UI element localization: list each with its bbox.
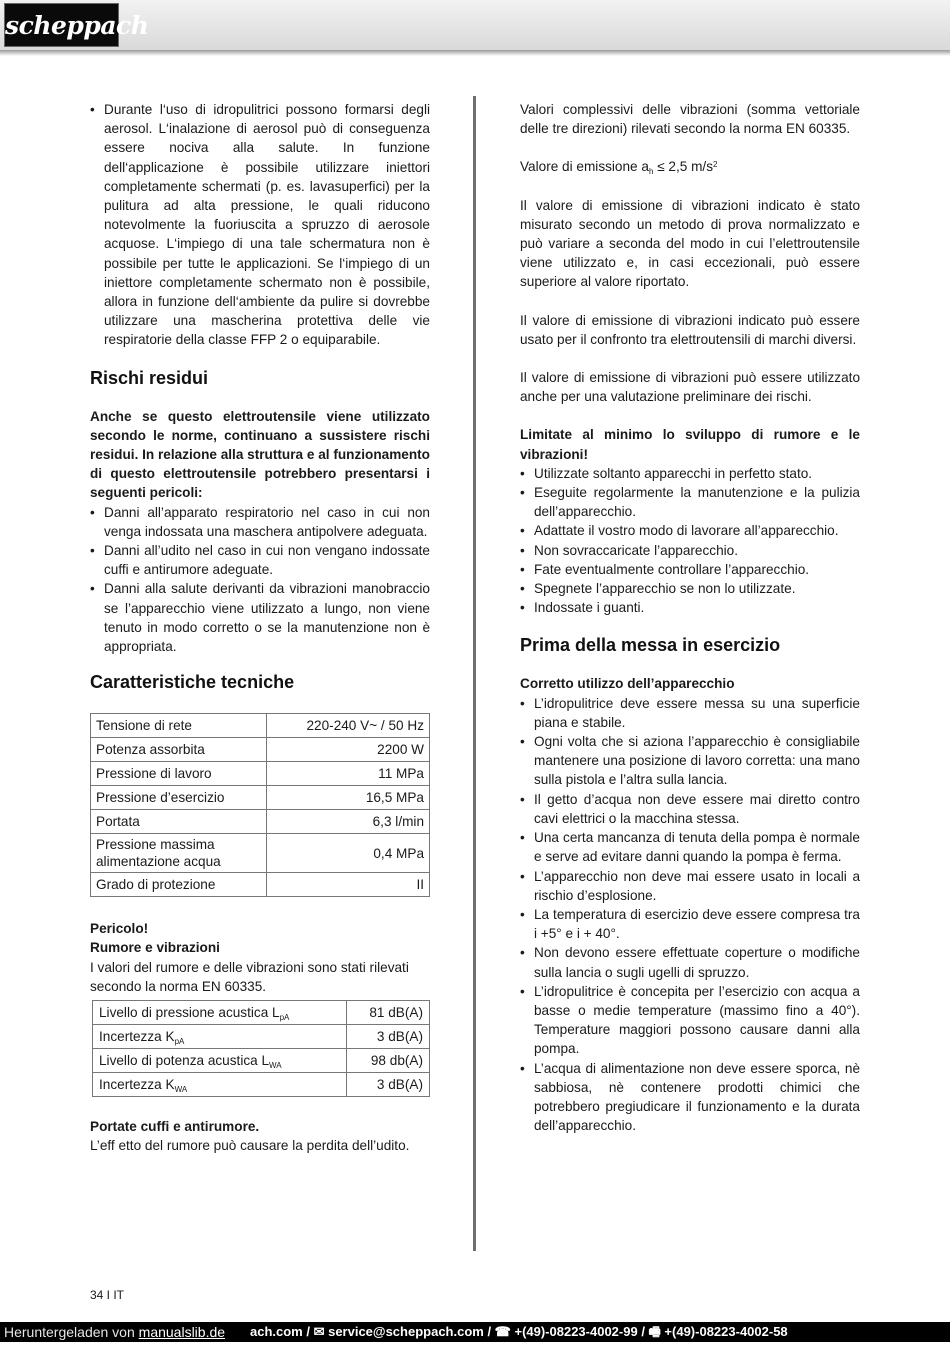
manualslib-link[interactable]: manualslib.de <box>138 1324 226 1340</box>
correct-use-heading: Corretto utilizzo dell’apparecchio <box>520 676 735 692</box>
spec-value: 2200 W <box>267 738 430 762</box>
table-row <box>91 762 430 786</box>
residual-risks-intro: Anche se questo elettroutensile viene utilizzato secondo le norme, continuano a sussistere rischi residui. In relazione alla struttura e al funzionamento di questo elettroutensile potrebbero presentarsi i seguenti pericoli: <box>90 408 430 501</box>
spec-label: Portata <box>91 810 267 834</box>
spec-label: Pressione massima alimentazione acqua <box>91 834 267 873</box>
noise-label: Livello di pressione acustica $L_{pA}$ <box>93 1001 347 1025</box>
residual-risks-heading: Rischi residui <box>90 367 209 388</box>
spec-label: Potenza assorbita <box>91 738 267 762</box>
noise-table <box>92 1000 430 1097</box>
table-row <box>93 1001 430 1025</box>
page-header <box>0 0 950 51</box>
list-item: • L’idropulitrice deve essere messa su una superficie piana e stabile. <box>520 694 860 732</box>
list-item: • Non sovraccaricate l’apparecchio. <box>520 541 860 560</box>
spec-value: 220-240 V~ / 50 Hz <box>267 714 430 738</box>
noise-value: 3 dB(A) <box>346 1073 429 1097</box>
table-row <box>91 738 430 762</box>
list-item: • Danni alla salute derivanti da vibrazioni manobraccio se l’apparecchio viene utilizzato a lungo, non viene tenuto in modo corretto o se la manutenzione non è appropriata. <box>90 579 430 656</box>
vibration-paragraph: Il valore di emissione di vibrazioni indicato è stato misurato secondo un metodo di prova normalizzato e può variare a seconda del modo in cui l’elettroutensile viene utilizzato e, in casi eccezionali, può essere superiore al valore riportato. <box>520 197 860 290</box>
list-item: • Non devono essere effettuate coperture o modifiche sulla lancia o sugli ugelli di spruzzo. <box>520 943 860 981</box>
list-item: • L’acqua di alimentazione non deve essere sporca, nè sabbiosa, nè contenere prodotti chimici che potrebbero pregiudicare il funzionamento e la durata dell’apparecchio. <box>520 1059 860 1136</box>
ear-protection-heading: Portate cuffi e antirumore. <box>90 1119 260 1135</box>
brand-logo: scheppach <box>4 3 119 47</box>
list-item: • L’idropulitrice è concepita per l’esercizio con acqua a basse o medie temperature (massimo fino a 40°). Temperature maggiori possono causare danni alla pompa. <box>520 982 860 1059</box>
spec-value: II <box>267 873 430 897</box>
noise-value: 81 dB(A) <box>346 1001 429 1025</box>
intro-bullet: • Durante l‘uso di idropulitrici possono formarsi degli aerosol. L‘inalazione di aerosol può di conseguenza essere nociva alla salute. In funzione dell‘applicazione è possibile utilizzare iniettori completamente schermati (p. es. lavasuperfici) per la pulitura ad alta pressione, le quali riducono notevolmente la fuoriuscita a spruzzo di aerosole acquose. L‘impiego di una tale schermatura non è possibile per tutte le applicazioni. Se l‘impiego di un iniettore completamente schermato non è possibile, allora in funzione dell‘ambiente da pulire si dovrebbe utilizzare una mascherina protettiva delle vie respiratorie della classe FFP 2 o equiparabile. <box>90 100 430 350</box>
header-shadow <box>0 50 950 56</box>
intro-list <box>90 100 430 350</box>
table-row <box>91 714 430 738</box>
danger-label: Pericolo! <box>90 921 149 937</box>
left-column <box>90 100 430 1156</box>
vibration-paragraph: Il valore di emissione di vibrazioni indicato può essere usato per il confronto tra elettroutensili di marchi diversi. <box>520 312 860 347</box>
table-row <box>93 1073 430 1097</box>
noise-text: I valori del rumore e delle vibrazioni sono stati rilevati secondo la norma EN 60335. <box>90 959 409 994</box>
column-divider <box>473 96 476 1251</box>
spec-label: Pressione di lavoro <box>91 762 267 786</box>
limit-vibration-heading: Limitate al minimo lo sviluppo di rumore e le vibrazioni! <box>520 427 860 462</box>
table-row <box>91 873 430 897</box>
spec-label: Tensione di rete <box>91 714 267 738</box>
spec-value: 11 MPa <box>267 762 430 786</box>
noise-label: Livello di potenza acustica $L_{WA}$ <box>93 1049 347 1073</box>
downloaded-label: Heruntergeladen von <box>4 1324 135 1340</box>
list-item: • Adattate il vostro modo di lavorare all’apparecchio. <box>520 521 860 540</box>
noise-value: 98 db(A) <box>346 1049 429 1073</box>
table-row <box>91 834 430 873</box>
page-number: 34 I IT <box>90 1288 125 1302</box>
noise-label: Incertezza $K_{WA}$ <box>93 1073 347 1097</box>
residual-risks-list <box>90 503 430 657</box>
spec-value: 6,3 l/min <box>267 810 430 834</box>
list-item: • Danni all’udito nel caso in cui non vengano indossate cuffi e antirumore adeguate. <box>90 541 430 579</box>
list-item: • Utilizzate soltanto apparecchi in perfetto stato. <box>520 464 860 483</box>
list-item: • Il getto d’acqua non deve essere mai diretto contro cavi elettrici o la macchina stessa. <box>520 790 860 828</box>
list-item: • Eseguite regolarmente la manutenzione e la pulizia dell’apparecchio. <box>520 483 860 521</box>
list-item: • Una certa mancanza di tenuta della pompa è normale e serve ad evitare danni quando la pompa è ferma. <box>520 828 860 866</box>
table-row <box>93 1049 430 1073</box>
spec-label: Grado di protezione <box>91 873 267 897</box>
list-item: • La temperatura di esercizio deve essere compresa tra i +5° e i + 40°. <box>520 905 860 943</box>
tech-specs-heading: Caratteristiche tecniche <box>90 672 295 693</box>
downloaded-from <box>4 1322 225 1342</box>
right-column <box>520 100 860 1135</box>
download-footer <box>0 1322 950 1342</box>
table-row <box>91 786 430 810</box>
limit-vibration-list <box>520 464 860 618</box>
correct-use-list <box>520 694 860 1136</box>
ear-protection-text: L’eff etto del rumore può causare la perdita dell’udito. <box>90 1138 410 1154</box>
list-item: • Spegnete l’apparecchio se non lo utilizzate. <box>520 579 860 598</box>
noise-heading: Rumore e vibrazioni <box>90 940 220 956</box>
noise-label: Incertezza $K_{pA}$ <box>93 1025 347 1049</box>
tech-specs-table <box>90 713 430 897</box>
table-row <box>93 1025 430 1049</box>
spec-label: Pressione d’esercizio <box>91 786 267 810</box>
table-row <box>91 810 430 834</box>
spec-value: 16,5 MPa <box>267 786 430 810</box>
vibration-total-text: Valori complessivi delle vibrazioni (somma vettoriale delle tre direzioni) rilevati secondo la norma EN 60335. <box>520 102 860 137</box>
vibration-paragraph: Il valore di emissione di vibrazioni può essere utilizzato anche per una valutazione preliminare dei rischi. <box>520 370 860 405</box>
emission-value-line: Valore di emissione $a_h \le 2,5$ $m/s^2$ <box>520 159 718 177</box>
list-item: • Indossate i guanti. <box>520 598 860 617</box>
noise-value: 3 dB(A) <box>346 1025 429 1049</box>
list-item: • L’apparecchio non deve mai essere usato in locali a rischio d’esplosione. <box>520 867 860 905</box>
list-item: • Danni all’apparato respiratorio nel caso in cui non venga indossata una maschera antipolvere adeguata. <box>90 503 430 541</box>
list-item: • Ogni volta che si aziona l’apparecchio è consigliabile mantenere una posizione di lavoro corretta: una mano sulla pistola e l’altra sulla lancia. <box>520 732 860 790</box>
spec-value: 0,4 MPa <box>267 834 430 873</box>
before-use-heading: Prima della messa in esercizio <box>520 635 781 656</box>
list-item: • Fate eventualmente controllare l’apparecchio. <box>520 560 860 579</box>
contact-info: ach.com / ✉ service@scheppach.com / ☎ +(49)-08223-4002-99 / 🖷 +(49)-08223-4002-58 <box>250 1324 788 1339</box>
